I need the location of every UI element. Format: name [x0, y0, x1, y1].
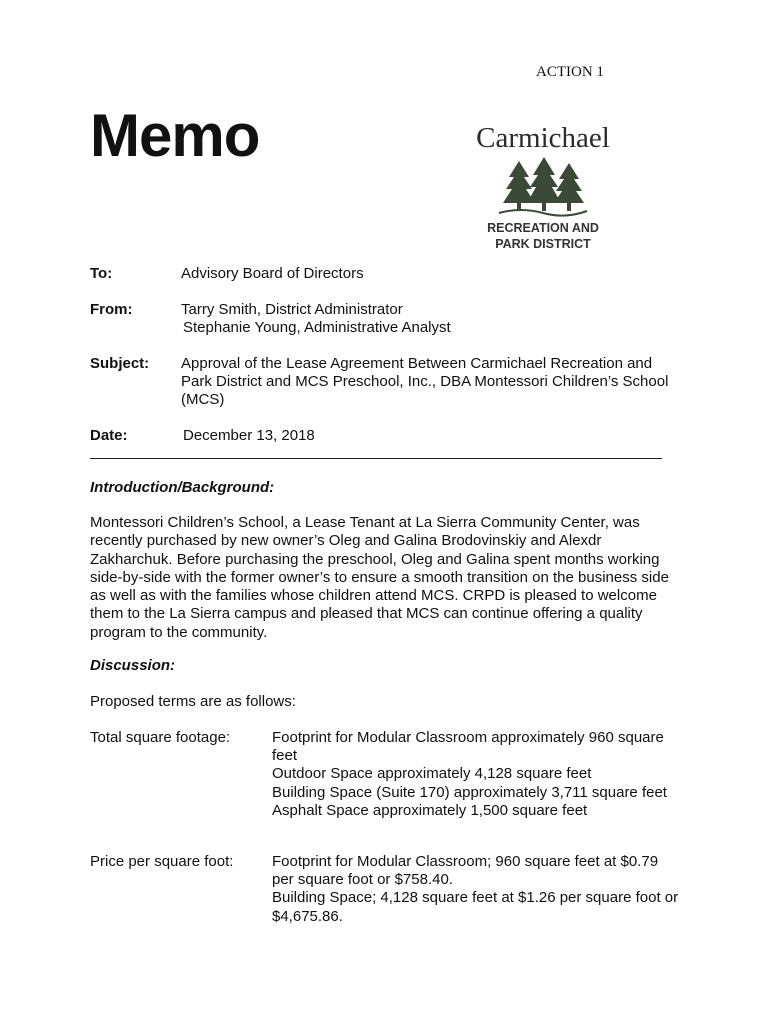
- date-label: Date:: [90, 427, 128, 444]
- logo-subtitle-line2: PARK DISTRICT: [495, 237, 591, 251]
- from-line-1: Tarry Smith, District Administrator: [181, 301, 403, 318]
- to-label: To:: [90, 265, 113, 282]
- logo-subtitle-line1: RECREATION AND: [487, 221, 599, 235]
- term-line: Asphalt Space approximately 1,500 square feet: [272, 801, 588, 819]
- term-label-square-footage: Total square footage:: [90, 729, 231, 746]
- memo-title: Memo: [90, 102, 260, 169]
- header-divider: [90, 458, 662, 459]
- from-line-2: Stephanie Young, Administrative Analyst: [183, 319, 451, 336]
- term-line: Building Space (Suite 170) approximately 3,711 square feet: [272, 783, 667, 801]
- term-values-price: [272, 853, 682, 926]
- term-line: Footprint for Modular Classroom approximately 960 square feet: [272, 729, 664, 765]
- discussion-heading: Discussion:: [90, 657, 176, 674]
- subject-label: Subject:: [90, 355, 150, 372]
- term-label-price: Price per square foot:: [90, 853, 234, 870]
- term-line: Footprint for Modular Classroom; 960 square feet at $0.79 per square foot or $758.40.: [272, 853, 659, 889]
- district-logo: [468, 124, 618, 251]
- action-label: ACTION 1: [536, 64, 604, 80]
- to-value: Advisory Board of Directors: [181, 265, 364, 282]
- intro-heading: Introduction/Background:: [90, 479, 275, 496]
- term-line: Building Space; 4,128 square feet at $1.26 per square foot or $4,675.86.: [272, 889, 679, 925]
- terms-intro: Proposed terms are as follows:: [90, 693, 296, 710]
- from-label: From:: [90, 301, 133, 318]
- term-values-square-footage: [272, 729, 682, 820]
- pine-trees-icon: [497, 157, 589, 219]
- intro-paragraph: Montessori Children’s School, a Lease Tenant at La Sierra Community Center, was recently purchased by new owner’s Oleg and Galina Brodovinskiy and Alexdr Zakharchuk. Before purchasing the preschool, Oleg and Galina spent months working side-by-side with the former owner’s to ensure a smooth transition on the business side as well as with the families whose children attend MCS. CRPD is pleased to welcome them to the La Sierra campus and pleased that MCS can continue offering a quality program to the community.: [90, 514, 669, 641]
- date-value: December 13, 2018: [183, 427, 315, 444]
- term-line: Outdoor Space approximately 4,128 square feet: [272, 765, 592, 783]
- subject-value: Approval of the Lease Agreement Between Carmichael Recreation and Park District and MCS Preschool, Inc., DBA Montessori Children’s School (MCS): [181, 355, 669, 408]
- logo-name: Carmichael: [476, 122, 610, 154]
- from-value: [181, 301, 661, 337]
